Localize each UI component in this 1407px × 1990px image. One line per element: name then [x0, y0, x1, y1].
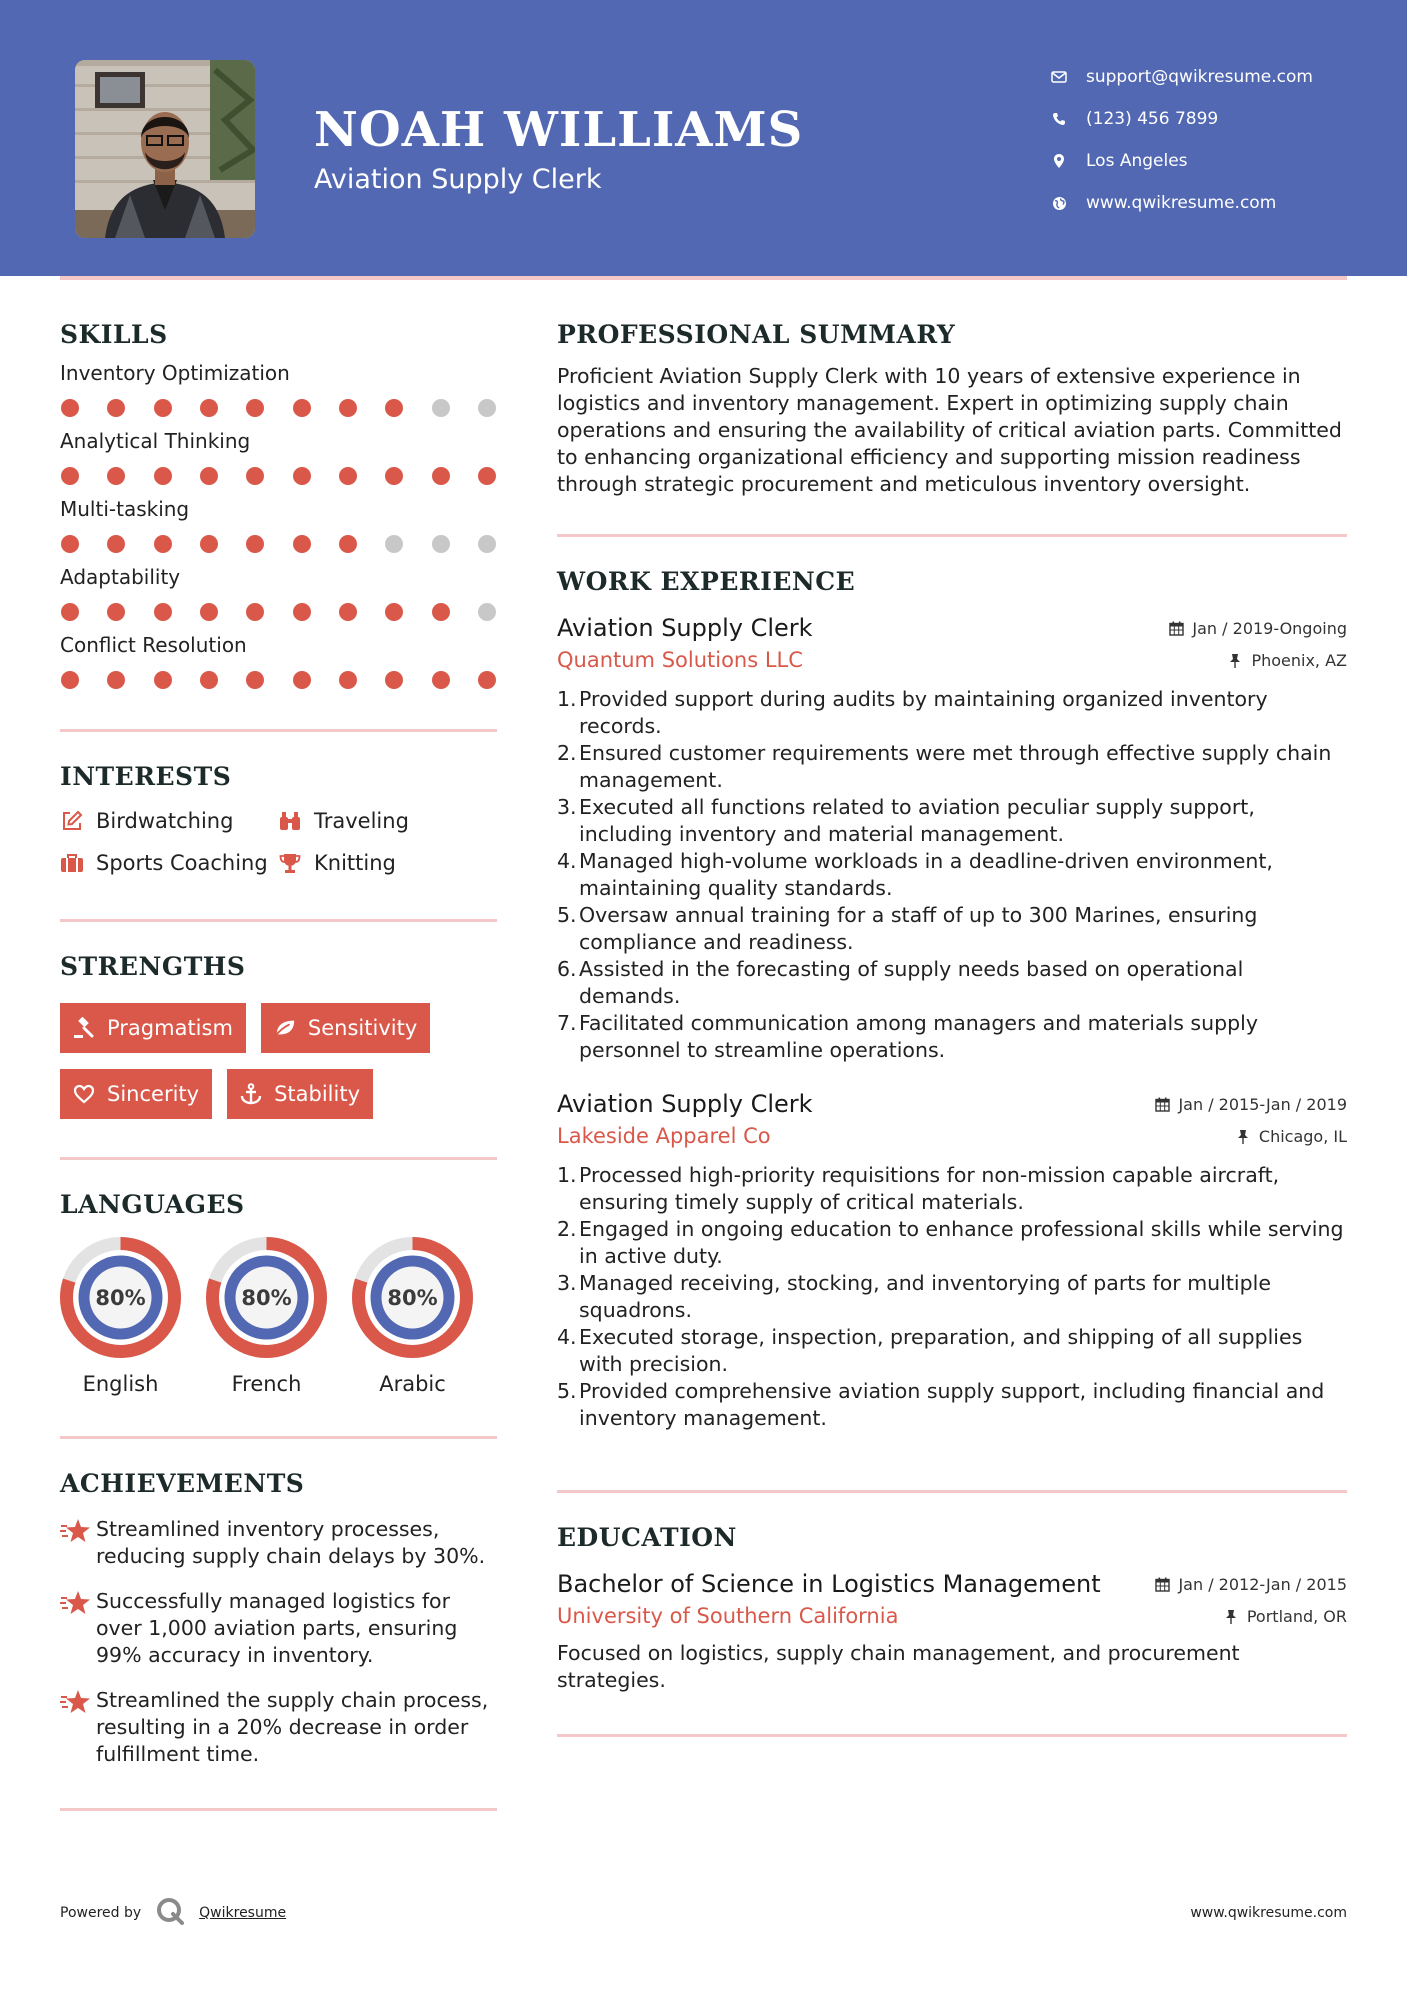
interest-label: Traveling [314, 809, 409, 833]
contact-location [1050, 140, 1313, 182]
interests-list [60, 809, 497, 875]
skill-rating [60, 535, 497, 553]
language-percent: 80% [241, 1286, 292, 1310]
candidate-title: Aviation Supply Clerk [314, 164, 602, 195]
rating-dot-filled [339, 467, 357, 485]
binoculars-icon [278, 809, 302, 833]
strength-label: Sincerity [107, 1082, 200, 1106]
skill-rating [60, 603, 497, 621]
language-meter [352, 1237, 473, 1358]
section-divider [557, 534, 1347, 537]
job-bullet [557, 1324, 1347, 1378]
job-bullet [557, 956, 1347, 1010]
qwikresume-link[interactable]: Qwikresume [199, 1905, 287, 1921]
experience-section [557, 567, 1347, 1432]
skill-rating [60, 671, 497, 689]
job-bullets [557, 1162, 1347, 1432]
bullet-number: 5. [557, 903, 577, 927]
job-bullet [557, 1378, 1347, 1432]
strength-label: Pragmatism [107, 1016, 233, 1040]
bullet-text: Facilitated communication among managers and materials supply personnel to streamline operations. [579, 1011, 1258, 1062]
job-header [557, 614, 1347, 642]
bullet-number: 7. [557, 1011, 577, 1035]
company-name: Lakeside Apparel Co [557, 1124, 771, 1148]
education-location [1223, 1607, 1347, 1626]
bullet-text: Oversaw annual training for a staff of up to 300 Marines, ensuring compliance and readiness. [579, 903, 1258, 954]
experience-title: WORK EXPERIENCE [557, 567, 856, 596]
rating-dot-filled [200, 399, 218, 417]
skill-item [60, 565, 497, 621]
globe-icon [1050, 194, 1068, 212]
job-subheader [557, 648, 1347, 672]
rating-dot-filled [385, 671, 403, 689]
job-location [1235, 1127, 1347, 1146]
bullet-text: Ensured customer requirements were met through effective supply chain management. [579, 741, 1332, 792]
education-subheader [557, 1604, 1347, 1628]
job-bullet [557, 1270, 1347, 1324]
rating-dot-filled [246, 671, 264, 689]
rating-dot-filled [154, 399, 172, 417]
job-dates [1168, 619, 1347, 638]
section-divider [557, 1490, 1347, 1493]
interest-item [60, 851, 278, 875]
interest-label: Sports Coaching [96, 851, 268, 875]
skill-name: Multi-tasking [60, 497, 190, 521]
bullet-number: 3. [557, 1271, 577, 1295]
bullet-number: 4. [557, 1325, 577, 1349]
rating-dot-filled [61, 467, 79, 485]
rating-dot-filled [385, 399, 403, 417]
summary-section [557, 320, 1347, 498]
rating-dot-filled [154, 535, 172, 553]
bullet-number: 1. [557, 687, 577, 711]
skills-title: SKILLS [60, 320, 168, 349]
achievement-text: Streamlined inventory processes, reducing supply chain delays by 30%. [96, 1517, 486, 1568]
rating-dot-empty [478, 399, 496, 417]
degree-title: Bachelor of Science in Logistics Management [557, 1570, 1101, 1598]
strength-tag [60, 1003, 246, 1053]
language-label: French [231, 1372, 302, 1396]
job-bullet [557, 848, 1347, 902]
education-dates [1154, 1575, 1347, 1594]
education-location-text: Portland, OR [1246, 1606, 1347, 1626]
rating-dot-filled [200, 535, 218, 553]
rating-dot-empty [385, 535, 403, 553]
summary-text: Proficient Aviation Supply Clerk with 10 years of extensive experience in logistics and inventory management. Expert in optimizing supply chain operations and ensuring the availability of critical aviation parts. Committed to enhancing organizational efficiency and supporting mission readiness through strategic procurement and meticulous inventory oversight. [557, 364, 1342, 496]
left-column [60, 320, 497, 1811]
language-label: Arabic [379, 1372, 446, 1396]
education-title: EDUCATION [557, 1523, 737, 1552]
pushpin-icon [1235, 1128, 1251, 1144]
right-column [557, 320, 1347, 1737]
skill-item [60, 497, 497, 553]
language-label: English [82, 1372, 159, 1396]
star-burst-icon [60, 1588, 96, 1669]
skill-rating [60, 399, 497, 417]
section-divider [60, 1157, 497, 1160]
job-location-text: Chicago, IL [1258, 1126, 1347, 1146]
rating-dot-filled [61, 671, 79, 689]
section-divider [557, 1734, 1347, 1737]
rating-dot-filled [293, 535, 311, 553]
pencil-square-icon [60, 809, 84, 833]
footer-website[interactable]: www.qwikresume.com [1190, 1905, 1347, 1921]
skill-name: Adaptability [60, 565, 181, 589]
job-title: Aviation Supply Clerk [557, 614, 813, 642]
rating-dot-filled [200, 467, 218, 485]
rating-dot-filled [61, 603, 79, 621]
pushpin-icon [1227, 652, 1243, 668]
rating-dot-filled [339, 671, 357, 689]
rating-dot-filled [246, 535, 264, 553]
rating-dot-filled [432, 603, 450, 621]
rating-dot-filled [478, 671, 496, 689]
skill-name: Conflict Resolution [60, 633, 247, 657]
rating-dot-filled [293, 467, 311, 485]
rating-dot-filled [432, 467, 450, 485]
phone-icon [1050, 110, 1068, 128]
rating-dot-filled [107, 467, 125, 485]
contact-website[interactable] [1050, 182, 1313, 224]
achievement-text: Streamlined the supply chain process, resulting in a 20% decrease in order fulfillment time. [96, 1688, 489, 1766]
school-name: University of Southern California [557, 1604, 899, 1628]
skill-item [60, 633, 497, 689]
achievement-text: Successfully managed logistics for over 1,000 aviation parts, ensuring 99% accuracy in inventory. [96, 1589, 458, 1667]
section-divider [60, 1808, 497, 1811]
section-divider [60, 919, 497, 922]
contact-list [1050, 56, 1313, 224]
bullet-text: Assisted in the forecasting of supply needs based on operational demands. [579, 957, 1244, 1008]
job-entry [557, 1090, 1347, 1432]
bullet-number: 6. [557, 957, 577, 981]
interest-item [278, 851, 478, 875]
rating-dot-filled [293, 603, 311, 621]
job-dates [1154, 1095, 1347, 1114]
footer-powered-by [60, 1896, 286, 1930]
bullet-number: 1. [557, 1163, 577, 1187]
briefcase-icon [60, 851, 84, 875]
rating-dot-empty [478, 535, 496, 553]
language-percent: 80% [95, 1286, 146, 1310]
job-location-text: Phoenix, AZ [1251, 650, 1347, 670]
language-item [60, 1237, 181, 1396]
rating-dot-filled [246, 399, 264, 417]
job-dates-text: Jan / 2019-Ongoing [1192, 619, 1347, 638]
leaf-icon [274, 1017, 296, 1039]
rating-dot-filled [385, 467, 403, 485]
bullet-number: 2. [557, 1217, 577, 1241]
interests-section [60, 762, 497, 875]
education-section [557, 1523, 1347, 1694]
rating-dot-filled [107, 671, 125, 689]
job-bullet [557, 740, 1347, 794]
bullet-text: Processed high-priority requisitions for non-mission capable aircraft, ensuring timely supply of critical materials. [579, 1163, 1280, 1214]
rating-dot-filled [432, 671, 450, 689]
bullet-text: Managed receiving, stocking, and inventorying of parts for multiple squadrons. [579, 1271, 1271, 1322]
star-burst-icon [60, 1687, 96, 1768]
strength-tag [227, 1069, 373, 1119]
achievement-item [60, 1687, 497, 1768]
calendar-icon [1154, 1097, 1170, 1113]
job-title: Aviation Supply Clerk [557, 1090, 813, 1118]
job-header [557, 1090, 1347, 1118]
contact-phone-text: (123) 456 7899 [1086, 109, 1219, 129]
job-dates-text: Jan / 2015-Jan / 2019 [1178, 1095, 1347, 1114]
skills-list [60, 361, 497, 689]
rating-dot-empty [432, 399, 450, 417]
language-percent: 80% [387, 1286, 438, 1310]
job-bullet [557, 1162, 1347, 1216]
calendar-icon [1154, 1577, 1170, 1593]
job-bullet [557, 1216, 1347, 1270]
gavel-icon [73, 1017, 95, 1039]
rating-dot-filled [246, 467, 264, 485]
job-bullet [557, 1010, 1347, 1064]
rating-dot-filled [293, 399, 311, 417]
header-divider [60, 276, 1347, 280]
contact-location-text: Los Angeles [1086, 151, 1188, 171]
summary-title: PROFESSIONAL SUMMARY [557, 320, 956, 349]
job-entry [557, 614, 1347, 1064]
trophy-icon [278, 851, 302, 875]
strengths-title: STRENGTHS [60, 952, 246, 981]
section-divider [60, 1436, 497, 1439]
languages-list [60, 1237, 497, 1396]
interest-label: Birdwatching [96, 809, 234, 833]
candidate-name: NOAH WILLIAMS [314, 102, 804, 158]
strengths-section [60, 952, 497, 1119]
bullet-number: 5. [557, 1379, 577, 1403]
interest-item [60, 809, 278, 833]
job-bullet [557, 794, 1347, 848]
interests-title: INTERESTS [60, 762, 232, 791]
achievement-item [60, 1516, 497, 1570]
rating-dot-empty [432, 535, 450, 553]
rating-dot-filled [246, 603, 264, 621]
job-bullet [557, 902, 1347, 956]
rating-dot-filled [339, 603, 357, 621]
rating-dot-filled [200, 603, 218, 621]
rating-dot-filled [107, 399, 125, 417]
powered-by-text: Powered by [60, 1905, 142, 1921]
heart-icon [73, 1083, 95, 1105]
skill-rating [60, 467, 497, 485]
bullet-text: Provided support during audits by maintaining organized inventory records. [579, 687, 1268, 738]
bullet-text: Provided comprehensive aviation supply support, including financial and inventory management. [579, 1379, 1325, 1430]
achievements-title: ACHIEVEMENTS [60, 1469, 305, 1498]
skill-name: Inventory Optimization [60, 361, 290, 385]
contact-website-text: www.qwikresume.com [1086, 193, 1277, 213]
contact-email-text: support@qwikresume.com [1086, 67, 1313, 87]
calendar-icon [1168, 621, 1184, 637]
rating-dot-filled [154, 671, 172, 689]
interest-item [278, 809, 478, 833]
rating-dot-filled [339, 535, 357, 553]
bullet-number: 2. [557, 741, 577, 765]
strengths-list [60, 1003, 497, 1119]
rating-dot-filled [61, 535, 79, 553]
section-divider [60, 729, 497, 732]
languages-title: LANGUAGES [60, 1190, 245, 1219]
skill-name: Analytical Thinking [60, 429, 251, 453]
education-header [557, 1570, 1347, 1598]
bullet-text: Engaged in ongoing education to enhance professional skills while serving in active duty. [579, 1217, 1344, 1268]
language-meter [60, 1237, 181, 1358]
language-item [352, 1237, 473, 1396]
rating-dot-filled [293, 671, 311, 689]
languages-section [60, 1190, 497, 1396]
pushpin-icon [1223, 1608, 1239, 1624]
job-subheader [557, 1124, 1347, 1148]
profile-photo [75, 60, 255, 238]
strength-tag [60, 1069, 212, 1119]
rating-dot-filled [478, 467, 496, 485]
bullet-text: Managed high-volume workloads in a deadline-driven environment, maintaining quality standards. [579, 849, 1273, 900]
bullet-number: 4. [557, 849, 577, 873]
education-description: Focused on logistics, supply chain management, and procurement strategies. [557, 1641, 1240, 1692]
achievements-list [60, 1516, 497, 1768]
skill-item [60, 429, 497, 485]
strength-label: Stability [274, 1082, 361, 1106]
language-item [206, 1237, 327, 1396]
skill-item [60, 361, 497, 417]
interest-label: Knitting [314, 851, 396, 875]
rating-dot-empty [478, 603, 496, 621]
rating-dot-filled [154, 603, 172, 621]
rating-dot-filled [61, 399, 79, 417]
map-pin-icon [1050, 152, 1068, 170]
rating-dot-filled [385, 603, 403, 621]
bullet-number: 3. [557, 795, 577, 819]
qwikresume-logo-icon [155, 1896, 185, 1930]
education-dates-text: Jan / 2012-Jan / 2015 [1178, 1575, 1347, 1594]
resume-header [0, 0, 1407, 276]
job-location [1227, 651, 1347, 670]
job-bullet [557, 686, 1347, 740]
rating-dot-filled [154, 467, 172, 485]
strength-label: Sensitivity [307, 1016, 418, 1040]
language-meter [206, 1237, 327, 1358]
contact-email[interactable] [1050, 56, 1313, 98]
skills-section [60, 320, 497, 689]
rating-dot-filled [107, 535, 125, 553]
company-name: Quantum Solutions LLC [557, 648, 803, 672]
strength-tag [261, 1003, 430, 1053]
bullet-text: Executed storage, inspection, preparation, and shipping of all supplies with precision. [579, 1325, 1303, 1376]
star-burst-icon [60, 1516, 96, 1570]
rating-dot-filled [339, 399, 357, 417]
achievement-item [60, 1588, 497, 1669]
achievements-section [60, 1469, 497, 1768]
rating-dot-filled [107, 603, 125, 621]
envelope-icon [1050, 68, 1068, 86]
rating-dot-filled [200, 671, 218, 689]
anchor-icon [240, 1083, 262, 1105]
contact-phone[interactable] [1050, 98, 1313, 140]
job-bullets [557, 686, 1347, 1064]
bullet-text: Executed all functions related to aviation peculiar supply support, including inventory and material management. [579, 795, 1255, 846]
